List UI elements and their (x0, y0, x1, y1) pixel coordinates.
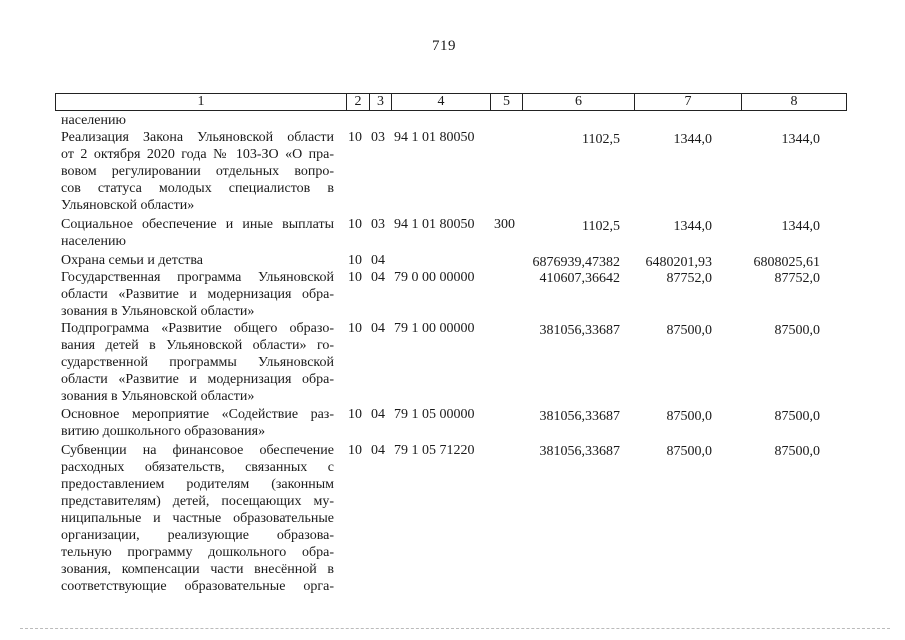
description-line: ниципальные и частные образовательные (61, 511, 334, 526)
cell-podrazdel: 03 (371, 130, 385, 145)
cell-value-col7: 6480201,93 (645, 255, 712, 270)
description-line: Охрана семьи и детства (61, 253, 203, 268)
cell-value-col6: 1102,5 (582, 132, 620, 147)
description-line: предоставлением родителям (законным (61, 477, 334, 492)
description-line: соответствующие образовательные орга- (61, 579, 334, 594)
description-line: Реализация Закона Ульяновской области (61, 130, 334, 145)
cell-value-col6: 381056,33687 (539, 323, 620, 338)
header-col-2: 2 (346, 94, 369, 110)
description-line: области «Развитие и модернизация обра- (61, 372, 334, 387)
cell-podrazdel: 04 (371, 321, 385, 336)
row-description (61, 442, 334, 595)
description-line: Основное мероприятие «Содействие раз- (61, 407, 334, 422)
cell-target-code: 79 1 05 71220 (394, 443, 475, 458)
header-col-5: 5 (490, 94, 522, 110)
row-description (61, 252, 334, 269)
cell-value-col6: 410607,36642 (539, 271, 620, 286)
cell-razdel: 10 (348, 130, 362, 145)
cell-value-col6: 1102,5 (582, 219, 620, 234)
description-line: зования, компенсации части внесённой в (61, 562, 334, 577)
row-description (61, 406, 334, 440)
page-number: 719 (432, 38, 456, 54)
cell-razdel: 10 (348, 253, 362, 268)
cell-podrazdel: 04 (371, 270, 385, 285)
description-line: от 2 октября 2020 года № 103-ЗО «О пра- (61, 147, 334, 162)
cell-value-col8: 1344,0 (781, 132, 820, 147)
header-col-7: 7 (634, 94, 741, 110)
row-description (61, 216, 334, 250)
row-description (61, 129, 334, 214)
row-description (61, 269, 334, 320)
description-line: вовом регулировании отдельных вопро- (61, 164, 334, 179)
cell-razdel: 10 (348, 321, 362, 336)
description-line: организации, реализующие образова- (61, 528, 334, 543)
header-col-6: 6 (522, 94, 634, 110)
cell-value-col8: 87500,0 (774, 409, 820, 424)
description-line: Субвенции на финансовое обеспечение (61, 443, 334, 458)
description-line: представителям) детей, посещающих му- (61, 494, 334, 509)
description-line: населению (61, 234, 126, 249)
cell-target-code: 79 1 05 00000 (394, 407, 475, 422)
cell-value-col8: 87752,0 (774, 271, 820, 286)
cell-value-col7: 87752,0 (666, 271, 712, 286)
description-line: сударственной программы Ульяновской (61, 355, 334, 370)
description-line: вания детей в Ульяновской области» го- (61, 338, 334, 353)
cell-value-col8: 87500,0 (774, 444, 820, 459)
cell-value-col6: 6876939,47382 (532, 255, 620, 270)
table-header (55, 93, 847, 111)
scan-edge-noise (20, 628, 890, 630)
row-description (61, 320, 334, 405)
cell-podrazdel: 04 (371, 407, 385, 422)
cell-value-col6: 381056,33687 (539, 409, 620, 424)
description-line: зования в Ульяновской области» (61, 304, 255, 319)
cell-target-code: 94 1 01 80050 (394, 130, 475, 145)
description-line: зования в Ульяновской области» (61, 389, 255, 404)
description-line: Ульяновской области» (61, 198, 195, 213)
cell-razdel: 10 (348, 270, 362, 285)
description-line: Государственная программа Ульяновской (61, 270, 334, 285)
header-col-8: 8 (741, 94, 846, 110)
cell-podrazdel: 04 (371, 253, 385, 268)
cell-value-col8: 6808025,61 (753, 255, 820, 270)
description-line: Социальное обеспечение и иные выплаты (61, 217, 334, 232)
cell-value-col7: 87500,0 (666, 444, 712, 459)
header-col-4: 4 (391, 94, 490, 110)
description-line: тельную программу дошкольного обра- (61, 545, 334, 560)
cell-razdel: 10 (348, 407, 362, 422)
cell-razdel: 10 (348, 217, 362, 232)
cell-podrazdel: 03 (371, 217, 385, 232)
cell-razdel: 10 (348, 443, 362, 458)
cell-value-col7: 87500,0 (666, 323, 712, 338)
description-line: сов статуса молодых специалистов в (61, 181, 334, 196)
cell-value-col7: 1344,0 (673, 219, 712, 234)
cell-target-code: 94 1 01 80050 (394, 217, 475, 232)
cell-value-col7: 87500,0 (666, 409, 712, 424)
description-line: области «Развитие и модернизация обра- (61, 287, 334, 302)
cell-podrazdel: 04 (371, 443, 385, 458)
header-col-3: 3 (369, 94, 391, 110)
cell-value-col7: 1344,0 (673, 132, 712, 147)
description-line: витию дошкольного образования» (61, 424, 266, 439)
cell-value-col8: 87500,0 (774, 323, 820, 338)
header-col-1: 1 (197, 94, 205, 109)
cell-expense-type: 300 (494, 217, 515, 232)
cell-target-code: 79 0 00 00000 (394, 270, 475, 285)
cell-value-col8: 1344,0 (781, 219, 820, 234)
cell-target-code: 79 1 00 00000 (394, 321, 475, 336)
continuation-text: населению (61, 113, 126, 128)
description-line: расходных обязательств, связанных с (61, 460, 334, 475)
cell-value-col6: 381056,33687 (539, 444, 620, 459)
description-line: Подпрограмма «Развитие общего образо- (61, 321, 334, 336)
